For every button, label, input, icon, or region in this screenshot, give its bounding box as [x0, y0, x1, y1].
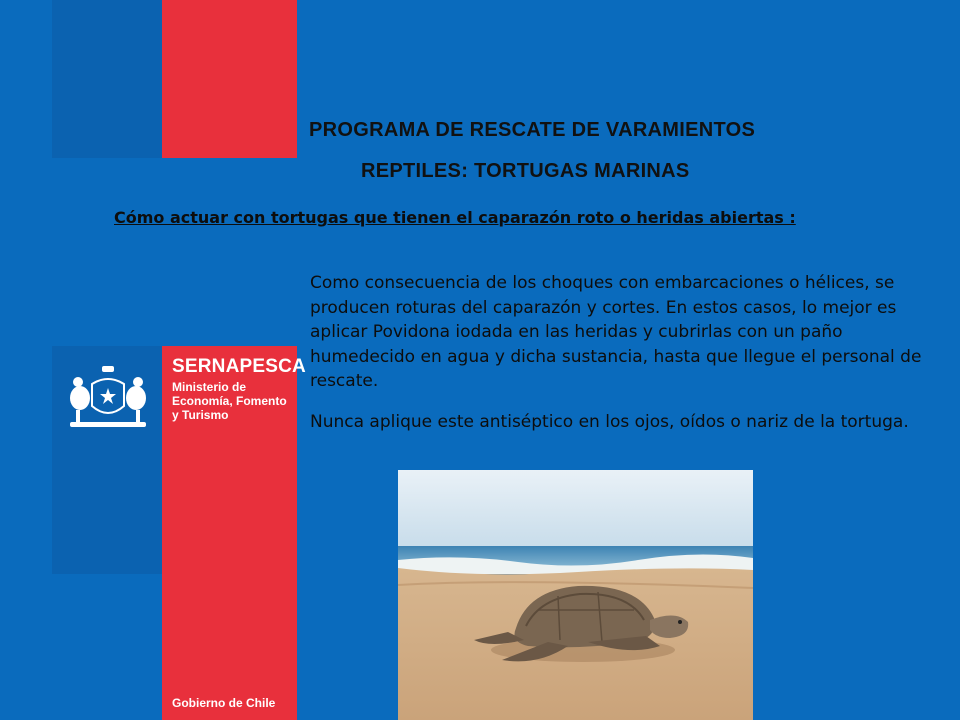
page-subtitle: REPTILES: TORTUGAS MARINAS	[361, 160, 690, 182]
warning-paragraph: Nunca aplique este antiséptico en los ojos, oídos o nariz de la tortuga.	[310, 412, 909, 432]
sea-turtle-illustration	[398, 470, 753, 720]
page-title: PROGRAMA DE RESCATE DE VARAMIENTOS	[309, 119, 756, 141]
section-heading: Cómo actuar con tortugas que tienen el caparazón roto o heridas abiertas :	[114, 208, 796, 227]
flag-red-stripe	[162, 0, 297, 158]
logo-name: SERNAPESCA	[172, 356, 306, 377]
flag-decoration-top	[52, 0, 297, 158]
flag-blue-stripe	[52, 0, 162, 158]
instructions-paragraph: Como consecuencia de los choques con embarcaciones o hélices, se producen roturas del caparazón y cortes. En estos casos, lo mejor es aplicar Povidona iodada en las heridas y cubrirlas con un paño humedecido en agua y dicha sustancia, hasta que llegue el personal de rescate.	[310, 273, 922, 391]
logo-blue-panel	[52, 346, 162, 574]
government-label: Gobierno de Chile	[172, 696, 276, 710]
sernapesca-logo	[52, 346, 306, 720]
chile-coat-of-arms-icon	[62, 362, 154, 438]
ministry-name: Ministerio de Economía, Fomento y Turismo	[172, 380, 287, 422]
sea-turtle-photo	[398, 470, 753, 720]
